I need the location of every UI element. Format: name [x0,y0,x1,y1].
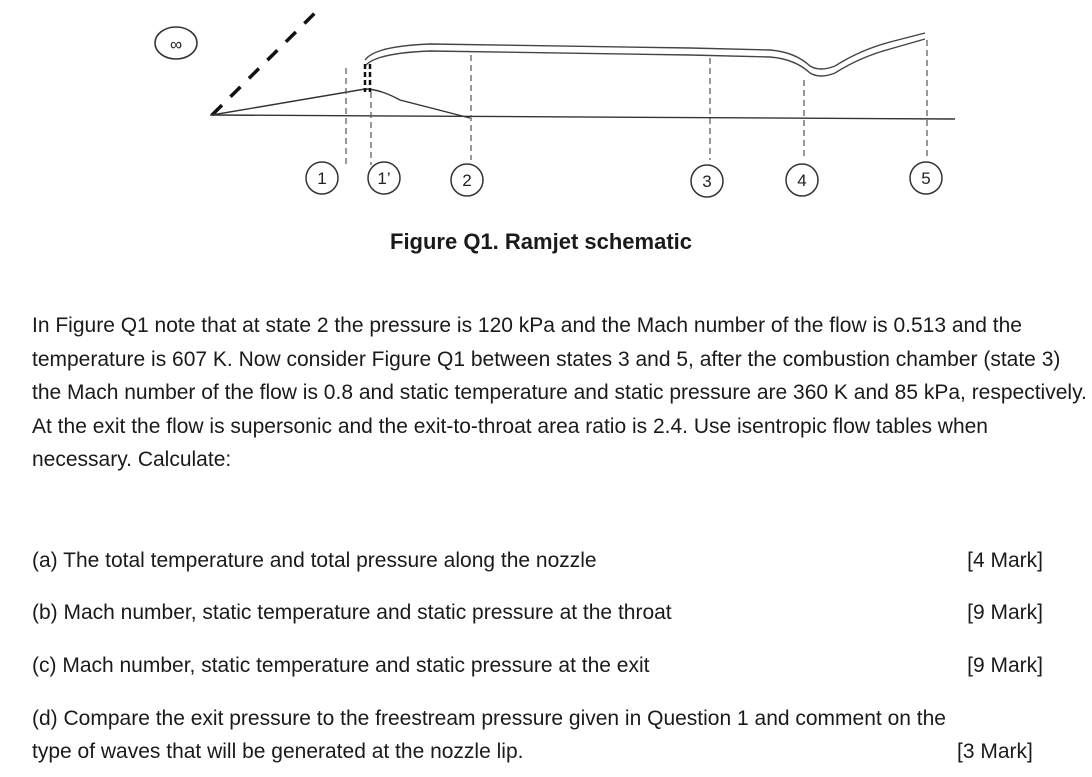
inlet-spike [212,89,470,118]
question-b [32,601,1047,625]
question-d-line2: type of waves that will be generated at the nozzle lip. [32,740,524,763]
svg-text:1: 1 [317,169,327,188]
station-label-1 [306,162,338,194]
question-a-text: (a) The total temperature and total pressure along the nozzle [32,549,597,572]
station-label-2 [451,164,483,196]
svg-text:5: 5 [921,169,931,188]
station-label-5 [910,162,942,194]
figure-caption: Figure Q1. Ramjet schematic [390,229,692,254]
svg-text:1’: 1’ [377,169,391,188]
question-c-mark: [9 Mark] [967,654,1043,677]
question-d-mark: [3 Mark] [957,740,1033,763]
question-d-line1: (d) Compare the exit pressure to the freestream pressure given in Question 1 and comment on the [32,707,946,730]
svg-text:2: 2 [462,171,472,190]
station-label-4 [786,164,818,196]
svg-text:3: 3 [702,172,712,191]
question-b-mark: [9 Mark] [967,601,1043,624]
svg-text:4: 4 [797,171,807,190]
question-c-text: (c) Mach number, static temperature and static pressure at the exit [32,654,650,677]
ramjet-schematic [0,0,1092,220]
station-label-1prime [368,162,400,194]
freestream-symbol: ∞ [169,35,183,54]
station-label-3 [691,165,723,197]
question-a [32,549,1047,573]
centerline [210,115,955,119]
problem-statement: In Figure Q1 note that at state 2 the pressure is 120 kPa and the Mach number of the flow is 0.513 and the temperature is 607 K. Now consider Figure Q1 between states 3 and 5, after the combustion chamber (state 3) the Mach number of the flow is 0.8 and static temperature and static pressure are 360 K and 85 kPa, respectively. At the exit the flow is supersonic and the exit-to-throat area ratio is 2.4. Use isentropic flow tables when necessary. Calculate: [32,314,1087,472]
question-b-text: (b) Mach number, static temperature and static pressure at the throat [32,601,672,624]
question-c [32,654,1047,678]
question-a-mark: [4 Mark] [967,549,1043,572]
